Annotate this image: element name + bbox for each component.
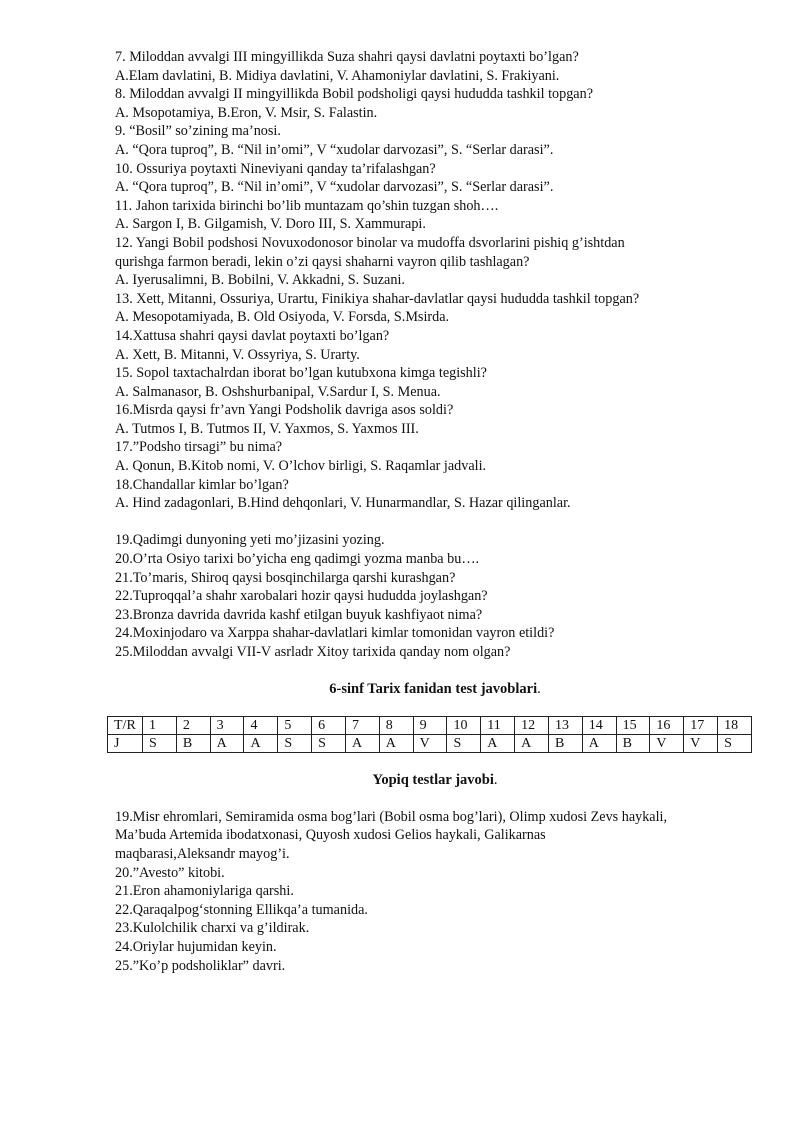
closed-title-suffix: .: [493, 772, 498, 789]
answer-options-line: A. Qonun, B.Kitob nomi, V. O’lchov birligi, S. Raqamlar jadvali.: [115, 458, 487, 475]
table-cell: 11: [481, 717, 515, 735]
table-cell: B: [616, 735, 650, 753]
closed-answer-line: 21.Eron ahamoniylariga qarshi.: [115, 883, 294, 900]
answers-title-suffix: .: [537, 680, 541, 697]
answer-options-line: A. Mesopotamiyada, B. Old Osiyoda, V. Forsda, S.Msirda.: [115, 309, 450, 326]
question-line: 18.Chandallar kimlar bo’lgan?: [115, 476, 289, 493]
open-question-line: 19.Qadimgi dunyoning yeti mo’jizasini yozing.: [115, 532, 385, 549]
table-cell: A: [345, 735, 379, 753]
table-cell: 2: [176, 717, 210, 735]
table-cell: S: [143, 735, 177, 753]
closed-answers: [115, 808, 755, 975]
open-question-line: 25.Miloddan avvalgi VII-V asrladr Xitoy tarixida qanday nom olgan?: [115, 644, 511, 660]
table-cell: 14: [582, 717, 616, 735]
table-cell: 17: [684, 717, 718, 735]
question-line: 9. “Bosil” so’zining ma’nosi.: [115, 123, 281, 140]
question-line: 11. Jahon tarixida birinchi bo’lib muntazam qo’shin tuzgan shoh….: [115, 197, 499, 214]
question-line: 14.Xattusa shahri qaysi davlat poytaxti bo’lgan?: [115, 327, 390, 344]
table-cell: S: [312, 735, 346, 753]
answer-options-line: A. Iyerusalimni, B. Bobilni, V. Akkadni, S. Suzani.: [115, 272, 405, 289]
question-line: 8. Miloddan avvalgi II mingyillikda Bobil podsholigi qaysi hududda tashkil topgan?: [115, 86, 593, 103]
multiple-choice-questions: [115, 48, 755, 513]
table-cell: 8: [379, 717, 413, 735]
answer-options-line: A. Xett, B. Mitanni, V. Ossyriya, S. Urarty.: [115, 346, 360, 363]
open-question-line: 23.Bronza davrida davrida kashf etilgan buyuk kashfiyaot nima?: [115, 606, 483, 623]
question-line: 15. Sopol taxtachalrdan iborat bo’lgan kutubxona kimga tegishli?: [115, 365, 487, 382]
open-questions: [115, 531, 755, 661]
table-cell: V: [684, 735, 718, 753]
spacer: [115, 513, 755, 532]
table-cell: V: [650, 735, 684, 753]
table-cell: J: [108, 735, 143, 753]
closed-answer-line: 23.Kulolchilik charxi va g’ildirak.: [115, 920, 310, 937]
answer-options-line: A. “Qora tuproq”, B. “Nil in’omi”, V “xudolar darvozasi”, S. “Serlar darasi”.: [115, 141, 554, 158]
closed-tests-heading: [115, 771, 755, 790]
open-question-line: 22.Tuproqqal’a shahr xarobalari hozir qaysi hududda joylashgan?: [115, 588, 488, 605]
question-line: 12. Yangi Bobil podshosi Novuxodonosor binolar va mudoffa dsvorlarini pishiq g’ishtdan: [115, 234, 625, 251]
table-cell: V: [413, 735, 447, 753]
question-line: 10. Ossuriya poytaxti Nineviyani qanday ta’rifalashgan?: [115, 160, 436, 177]
answers-title: 6-sinf Tarix fanidan test javoblari: [329, 680, 538, 697]
question-line: 7. Miloddan avvalgi III mingyillikda Suza shahri qaysi davlatni poytaxti bo’lgan?: [115, 49, 579, 65]
open-question-line: 20.O’rta Osiyo tarixi bo’yicha eng qadimgi yozma manba bu….: [115, 551, 480, 568]
open-question-line: 24.Moxinjodaro va Xarppa shahar-davlatlari kimlar tomonidan vayron etildi?: [115, 625, 555, 642]
table-cell: 9: [413, 717, 447, 735]
table-cell: 4: [244, 717, 278, 735]
answer-options-line: A. Salmanasor, B. Oshshurbanipal, V.Sardur I, S. Menua.: [115, 383, 441, 400]
table-cell: A: [481, 735, 515, 753]
table-cell: 18: [718, 717, 752, 735]
table-cell: 6: [312, 717, 346, 735]
answer-table-row: [108, 735, 752, 753]
table-cell: A: [210, 735, 244, 753]
answer-table-header-row: [108, 717, 752, 735]
table-cell: A: [582, 735, 616, 753]
closed-answer-line: 24.Oriylar hujumidan keyin.: [115, 938, 277, 955]
table-cell: 7: [345, 717, 379, 735]
closed-answer-line: 19.Misr ehromlari, Semiramida osma bog’lari (Bobil osma bog’lari), Olimp xudosi Zevs haykali,: [115, 808, 668, 825]
table-cell: S: [718, 735, 752, 753]
table-cell: T/R: [108, 717, 143, 735]
question-line: 16.Misrda qaysi fr’avn Yangi Podsholik davriga asos soldi?: [115, 402, 454, 419]
table-cell: 3: [210, 717, 244, 735]
closed-answer-line: maqbarasi,Aleksandr mayog’i.: [115, 845, 290, 862]
table-cell: 1: [143, 717, 177, 735]
closed-answer-line: 22.Qaraqalpog‘stonning Ellikqa’a tumanida.: [115, 901, 368, 918]
answers-heading: [115, 680, 755, 699]
answer-options-line: A. Msopotamiya, B.Eron, V. Msir, S. Falastin.: [115, 104, 378, 121]
answer-key-table: [107, 716, 752, 753]
answer-options-line: A. “Qora tuproq”, B. “Nil in’omi”, V “xudolar darvozasi”, S. “Serlar darasi”.: [115, 179, 554, 196]
closed-answer-line: 20.”Avesto” kitobi.: [115, 864, 225, 881]
table-cell: B: [176, 735, 210, 753]
answer-options-line: A. Tutmos I, B. Tutmos II, V. Yaxmos, S. Yaxmos III.: [115, 420, 419, 437]
table-cell: A: [244, 735, 278, 753]
table-cell: S: [447, 735, 481, 753]
table-cell: 5: [278, 717, 312, 735]
question-line: 13. Xett, Mitanni, Ossuriya, Urartu, Finikiya shahar-davlatlar qaysi hududda tashkil topgan?: [115, 290, 640, 307]
question-line: 17.”Podsho tirsagi” bu nima?: [115, 439, 283, 456]
table-cell: 16: [650, 717, 684, 735]
document-page: [115, 48, 755, 975]
closed-answer-line: Ma’buda Artemida ibodatxonasi, Quyosh xudosi Gelios haykali, Galikarnas: [115, 827, 546, 844]
table-cell: 13: [548, 717, 582, 735]
table-cell: 10: [447, 717, 481, 735]
table-cell: A: [379, 735, 413, 753]
table-cell: S: [278, 735, 312, 753]
answer-options-line: A. Sargon I, B. Gilgamish, V. Doro III, S. Xammurapi.: [115, 216, 426, 233]
open-question-line: 21.To’maris, Shiroq qaysi bosqinchilarga qarshi kurashgan?: [115, 569, 456, 586]
answer-options-line: A.Elam davlatini, B. Midiya davlatini, V. Ahamoniylar davlatini, S. Frakiyani.: [115, 67, 560, 84]
table-cell: 15: [616, 717, 650, 735]
table-cell: A: [515, 735, 549, 753]
question-line: qurishga farmon beradi, lekin o’zi qaysi shaharni vayron qilib tashlagan?: [115, 253, 530, 270]
closed-title: Yopiq testlar javobi: [372, 772, 494, 789]
table-cell: B: [548, 735, 582, 753]
closed-answer-line: 25.”Ko’p podsholiklar” davri.: [115, 957, 286, 974]
answer-options-line: A. Hind zadagonlari, B.Hind dehqonlari, V. Hunarmandlar, S. Hazar qilinganlar.: [115, 495, 571, 512]
table-cell: 12: [515, 717, 549, 735]
